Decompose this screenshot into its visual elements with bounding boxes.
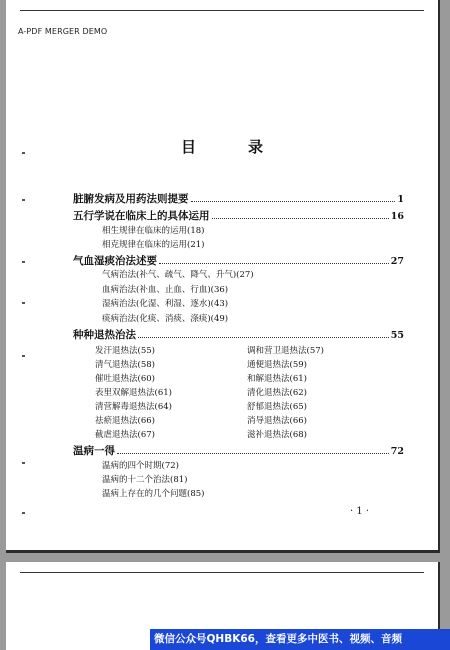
- toc-subentry[interactable]: 清气退热法(58): [95, 360, 155, 370]
- toc-section-page: 16: [390, 211, 404, 222]
- toc-section[interactable]: [73, 443, 404, 458]
- toc-section-label: 种种退热治法: [73, 329, 136, 341]
- toc-subentry[interactable]: 痰病治法(化痰、消痰、涤痰)(49): [102, 314, 229, 324]
- toc-subentry[interactable]: 气病治法(补气、疏气、降气、升气)(27): [102, 270, 254, 280]
- toc-subentry[interactable]: 清化退热法(62): [247, 388, 307, 398]
- leader-dots: [117, 453, 389, 454]
- toc-subentry[interactable]: 祛瘀退热法(66): [95, 416, 155, 426]
- toc-subentry[interactable]: 消导退热法(66): [247, 416, 307, 426]
- header-rule: [20, 572, 424, 573]
- toc-subentry[interactable]: 温病的十二个治法(81): [102, 475, 188, 485]
- toc-subentry[interactable]: 相克规律在临床的运用(21): [102, 240, 205, 250]
- toc-section-label: 温病一得: [73, 445, 115, 457]
- leader-dots: [212, 218, 389, 219]
- toc-section-page: 1: [397, 194, 404, 205]
- toc-subentry[interactable]: 血病治法(补血、止血、行血)(36): [102, 285, 229, 295]
- toc-subentry[interactable]: 表里双解退热法(61): [95, 388, 172, 398]
- leader-dots: [138, 337, 389, 338]
- toc-subentry[interactable]: 温病上存在的几个问题(85): [102, 489, 205, 499]
- toc-section[interactable]: [73, 208, 404, 223]
- scan-mark: [22, 199, 25, 201]
- promo-banner: 微信公众号QHBK66，查看更多中医书、视频、音频: [150, 629, 450, 650]
- toc-section[interactable]: [73, 191, 404, 206]
- toc-title-char: 目: [180, 138, 196, 156]
- document-page: [6, 0, 440, 553]
- toc-section-page: 55: [390, 330, 404, 341]
- scan-mark: [22, 462, 25, 464]
- scan-mark: [22, 355, 25, 357]
- toc-subentry[interactable]: 滋补退热法(68): [247, 430, 307, 440]
- toc-section-label: 五行学说在临床上的具体运用: [73, 210, 210, 222]
- toc-subentry[interactable]: 舒郁退热法(65): [247, 402, 307, 412]
- leader-dots: [159, 263, 389, 264]
- toc-section-label: 气血湿痰治法述要: [73, 255, 157, 267]
- toc-subentry[interactable]: 通便退热法(59): [247, 360, 307, 370]
- page-number: · 1 ·: [350, 506, 370, 517]
- toc-subentry[interactable]: 清营解毒退热法(64): [95, 402, 172, 412]
- toc-section-page: 72: [390, 446, 404, 457]
- header-rule: [20, 10, 424, 11]
- toc-subentry[interactable]: 催吐退热法(60): [95, 374, 155, 384]
- toc-subentry[interactable]: 相生规律在临床的运用(18): [102, 226, 205, 236]
- toc-subentry[interactable]: 调和营卫退热法(57): [247, 346, 324, 356]
- toc-section[interactable]: [73, 327, 404, 342]
- toc-subentry[interactable]: 发汗退热法(55): [95, 346, 155, 356]
- toc-subentry[interactable]: 湿病治法(化湿、利湿、逐水)(43): [102, 299, 229, 309]
- header-watermark: A-PDF MERGER DEMO: [18, 27, 108, 36]
- toc-title-char: 录: [248, 138, 264, 156]
- toc-section-page: 27: [390, 256, 404, 267]
- toc-section[interactable]: [73, 253, 404, 268]
- toc-section-label: 脏腑发病及用药法则提要: [73, 193, 189, 205]
- toc-subentry[interactable]: 温病的四个时期(72): [102, 461, 179, 471]
- leader-dots: [191, 201, 396, 202]
- toc-title: [6, 136, 438, 157]
- toc-subentry[interactable]: 和解退热法(61): [247, 374, 307, 384]
- scan-mark: [22, 512, 25, 514]
- scan-mark: [22, 302, 25, 304]
- toc-subentry[interactable]: 截虐退热法(67): [95, 430, 155, 440]
- scan-mark: [22, 261, 25, 263]
